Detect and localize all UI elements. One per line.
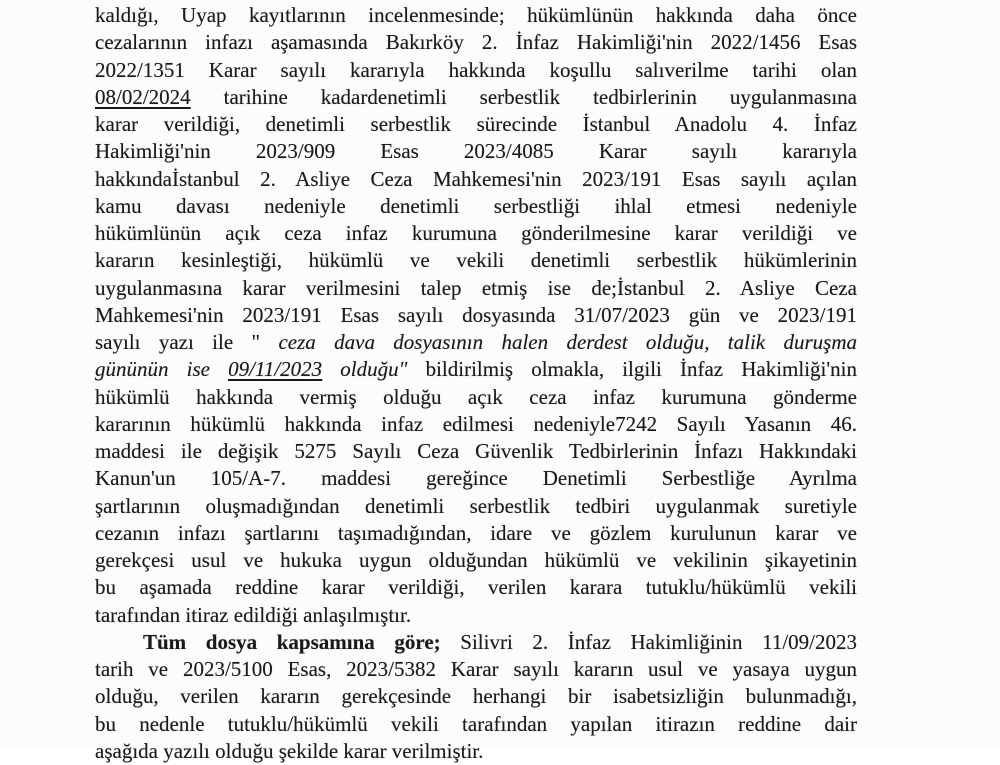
text-line — [95, 574, 857, 601]
text-line — [95, 711, 857, 738]
text-line — [95, 329, 857, 356]
text-segment: tarafından itiraz edildiği anlaşılmıştır. — [95, 602, 412, 627]
text-segment: Hakimliği'nin 2023/909 Esas 2023/4085 Karar sayılı kararıyla — [95, 139, 857, 164]
text-segment: tarihine kadardenetimli serbestlik tedbirlerinin uygulanmasına — [190, 84, 857, 109]
text-line — [95, 247, 857, 274]
text-line — [95, 465, 857, 492]
text-line — [95, 193, 857, 220]
text-segment: Mahkemesi'nin 2023/191 Esas sayılı dosyasında 31/07/2023 gün ve 2023/191 — [95, 302, 857, 327]
text-line — [95, 384, 857, 411]
text-segment: cezanın infazı şartlarını taşımadığından, idare ve gözlem kurulunun karar ve — [95, 520, 857, 545]
text-line — [95, 602, 857, 629]
text-segment: bildirilmiş olmakla, ilgili İnfaz Hakimliği'nin — [407, 357, 858, 382]
text-line — [95, 411, 857, 438]
text-segment: kararının hükümlü hakkında infaz edilmesi nedeniyle7242 Sayılı Yasanın 46. — [95, 411, 857, 436]
text-line — [95, 683, 857, 710]
text-segment: aşağıda yazılı olduğu şekilde karar verilmiştir. — [95, 738, 484, 763]
text-segment: 08/02/2024 — [95, 84, 191, 109]
text-segment: hakkındaİstanbul 2. Asliye Ceza Mahkemesi'nin 2023/191 Esas sayılı açılan — [95, 166, 857, 191]
text-segment: bu aşamada reddine karar verildiği, verilen karara tutuklu/hükümlü vekili — [95, 575, 857, 600]
text-segment: hükümlü hakkında vermiş olduğu açık ceza infaz kurumuna gönderme — [95, 384, 857, 409]
text-line — [95, 738, 857, 765]
text-line — [95, 29, 857, 56]
text-line — [95, 547, 857, 574]
text-segment: Tüm dosya kapsamına göre; — [143, 629, 441, 654]
text-segment: sayılı yazı ile " — [95, 330, 279, 354]
legal-text-body — [95, 2, 857, 765]
paragraph — [95, 629, 857, 765]
text-line — [95, 656, 857, 683]
text-line — [95, 84, 857, 111]
text-segment: bu nedenle tutuklu/hükümlü vekili tarafından yapılan itirazın reddine dair — [95, 711, 857, 736]
text-segment: tarih ve 2023/5100 Esas, 2023/5382 Karar sayılı kararın usul ve yasaya uygun — [95, 657, 857, 681]
text-line — [95, 493, 857, 520]
text-line — [95, 356, 857, 383]
paragraph — [95, 2, 857, 629]
text-segment: karar verildiği, denetimli serbestlik sürecinde İstanbul Anadolu 4. İnfaz — [95, 112, 857, 136]
text-segment: kamu davası nedeniyle denetimli serbestliği ihlal etmesi nedeniyle — [95, 193, 857, 218]
text-segment: olduğu" — [322, 357, 408, 382]
text-segment: Kanun'un 105/A-7. maddesi gereğince Denetimli Serbestliğe Ayrılma — [95, 466, 857, 491]
text-segment: Silivri 2. İnfaz Hakimliğinin 11/09/2023 — [440, 629, 857, 654]
text-segment: 2022/1351 Karar sayılı kararıyla hakkında koşullu salıverilme tarihi olan — [95, 57, 857, 82]
text-segment: kararın kesinleştiği, hükümlü ve vekili denetimli serbestlik hükümlerinin — [95, 248, 857, 273]
text-segment: uygulanmasına karar verilmesini talep etmiş ise de;İstanbul 2. Asliye Ceza — [95, 275, 857, 300]
text-line — [95, 520, 857, 547]
text-segment: ceza dava dosyasının halen derdest olduğu, talik duruşma — [278, 330, 857, 354]
text-line — [95, 2, 857, 29]
text-line — [95, 138, 857, 165]
text-line — [95, 438, 857, 465]
text-line — [95, 220, 857, 247]
text-line — [95, 275, 857, 302]
text-line — [95, 57, 857, 84]
text-line — [95, 166, 857, 193]
text-segment: gerekçesi usul ve hukuka uygun olduğundan hükümlü ve vekilinin şikayetinin — [95, 548, 857, 572]
text-segment: şartlarının oluşmadığından denetimli serbestlik tedbiri uygulanmak suretiyle — [95, 493, 857, 518]
text-segment: maddesi ile değişik 5275 Sayılı Ceza Güvenlik Tedbirlerinin İnfazı Hakkındaki — [95, 439, 857, 463]
text-segment: cezalarının infazı aşamasında Bakırköy 2. İnfaz Hakimliği'nin 2022/1456 Esas — [95, 30, 857, 55]
text-segment: olduğu, verilen kararın gerekçesinde herhangi bir isabetsizliğin bulunmadığı, — [95, 684, 857, 709]
text-segment: kaldığı, Uyap kayıtlarının incelenmesinde; hükümlünün hakkında daha önce — [95, 3, 857, 27]
text-line — [95, 302, 857, 329]
text-segment: gününün ise — [95, 357, 229, 382]
text-segment: 09/11/2023 — [228, 357, 323, 382]
text-line — [95, 111, 857, 138]
text-segment: hükümlünün açık ceza infaz kurumuna gönderilmesine karar verildiği ve — [95, 221, 857, 245]
text-line — [95, 629, 857, 656]
